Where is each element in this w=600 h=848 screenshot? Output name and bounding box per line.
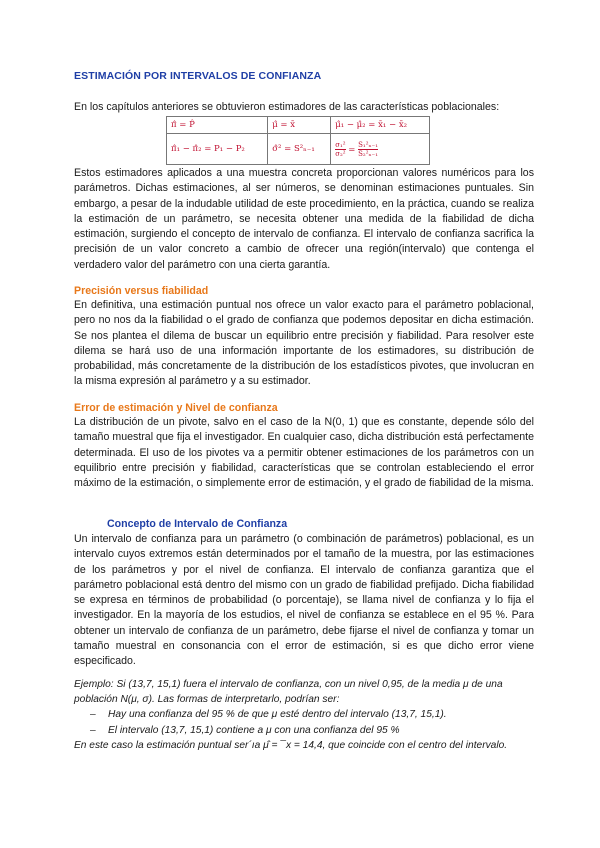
bullet-dash: –	[90, 709, 96, 721]
example-intro: Ejemplo: Si (13,7, 15,1) fuera el intervalo de confianza, con un nivel 0,95, de la media μ de una población N(μ, σ). Las formas de interpretarlo, podrían ser:	[74, 679, 503, 706]
formula-proportion-difference: π̂₁ − π̂₂ = P₁ − P₂	[167, 134, 268, 165]
formula-variance-ratio	[331, 134, 430, 165]
bullet-dash: –	[90, 724, 96, 736]
variance-ratio-equals: =	[348, 144, 356, 155]
example-bullet	[74, 723, 534, 738]
intro-text: En los capítulos anteriores se obtuvieron estimadores de las características poblacionales:	[74, 101, 500, 113]
example-bullet-text: Hay una confianza del 95 % de que μ esté dentro del intervalo (13,7, 15,1).	[108, 709, 447, 721]
variance-ratio-lhs-num: σ₁²	[335, 140, 346, 149]
formula-mean: μ̂ = x̄	[268, 117, 331, 134]
variance-ratio-lhs	[335, 141, 345, 158]
variance-ratio-rhs-den: S₂²ₙ₋₁	[358, 149, 379, 158]
heading-intervalo-confianza: Concepto de Intervalo de Confianza	[107, 518, 288, 530]
variance-ratio-lhs-den: σ₂²	[335, 149, 346, 158]
example-conclusion: En este caso la estimación puntual ser´ıa μ̂ = ¯x = 14,4, que coincide con el centro del intervalo.	[74, 739, 508, 751]
formula-proportion: π̂ = P̂	[167, 117, 268, 134]
formula-variance: σ̂² = S²ₙ₋₁	[268, 134, 331, 165]
paragraph-precision: En definitiva, una estimación puntual nos ofrece un valor exacto para el parámetro poblacional, pero no nos da la fiabilidad o el grado de confianza que podemos depositar en dicha estimación. Se nos plantea el dilema de buscar un equilibrio entre precisión y fiabilidad. Para resolver este dilema se hará uso de una información importante de los estimadores, su distribución de probabilidad, más concretamente de la distribución de los estadísticos pivotes, que involucran en la misma expresión al parámetro y a su estimador.	[74, 299, 534, 388]
example-bullet-text: El intervalo (13,7, 15,1) contiene a μ con una confianza del 95 %	[108, 724, 400, 736]
variance-ratio-rhs-num: S₁²ₙ₋₁	[358, 140, 379, 149]
example-bullet	[74, 707, 534, 722]
formula-mean-difference: μ̂₁ − μ̂₂ = x̄₁ − x̄₂	[331, 117, 430, 134]
estimator-formula-table	[166, 116, 430, 165]
heading-error-nivel: Error de estimación y Nivel de confianza	[74, 402, 278, 414]
paragraph-error: La distribución de un pivote, salvo en el caso de la N(0, 1) que es constante, depende sólo del tamaño muestral que fija el investigador. En cualquier caso, dicha distribución está perfectamente determinada. El uso de los pivotes va a permitir obtener estimaciones de los parámetros con un equilibrio entre precisión y fiabilidad, características que se controlan estableciendo el error máximo de la estimación, o simplemente error de estimación, y el grado de fiabilidad de la misma.	[74, 416, 534, 490]
paragraph-intervalo: Un intervalo de confianza para un parámetro (o combinación de parámetros) poblacional, es un intervalo cuyos extremos están determinados por el tamaño de la muestra, por las estimaciones de los parámetros y por el nivel de confianza. El intervalo de confianza garantiza que el parámetro poblacional está dentro del mismo con un grado de fiabilidad prefijado. Dicha fiabilidad se expresa en términos de probabilidad (o porcentaje), se llama nivel de confianza y lo fija el investigador. En la mayoría de los estudios, el nivel de confianza se establece en el 95 %. Para obtener un intervalo de confianza de un parámetro, debe fijarse el nivel de confianza y tomar un tamaño muestral en consonancia con el error de estimación, si es que dicho error viene especificado.	[74, 533, 534, 668]
heading-precision-fiabilidad: Precisión versus fiabilidad	[74, 285, 209, 297]
paragraph-estimators: Estos estimadores aplicados a una muestra concreta proporcionan valores numéricos para los parámetros. Dichas estimaciones, al ser números, se denominan estimaciones puntuales. Sin embargo, a pesar de la indudable utilidad de este procedimiento, en la práctica, cuando se realiza la estimación de un parámetro, se necesita obtener una medida de la fiabilidad de dicha estimación, surgiendo el concepto de intervalo de confianza. El intervalo de confianza sacrifica la precisión de un valor concreto a cambio de ofrecer una región(intervalo) que contenga el verdadero valor del parámetro con una cierta garantía.	[74, 167, 534, 271]
variance-ratio-rhs	[358, 141, 378, 158]
example-block	[74, 677, 534, 753]
page-title: ESTIMACIÓN POR INTERVALOS DE CONFIANZA	[74, 70, 322, 82]
